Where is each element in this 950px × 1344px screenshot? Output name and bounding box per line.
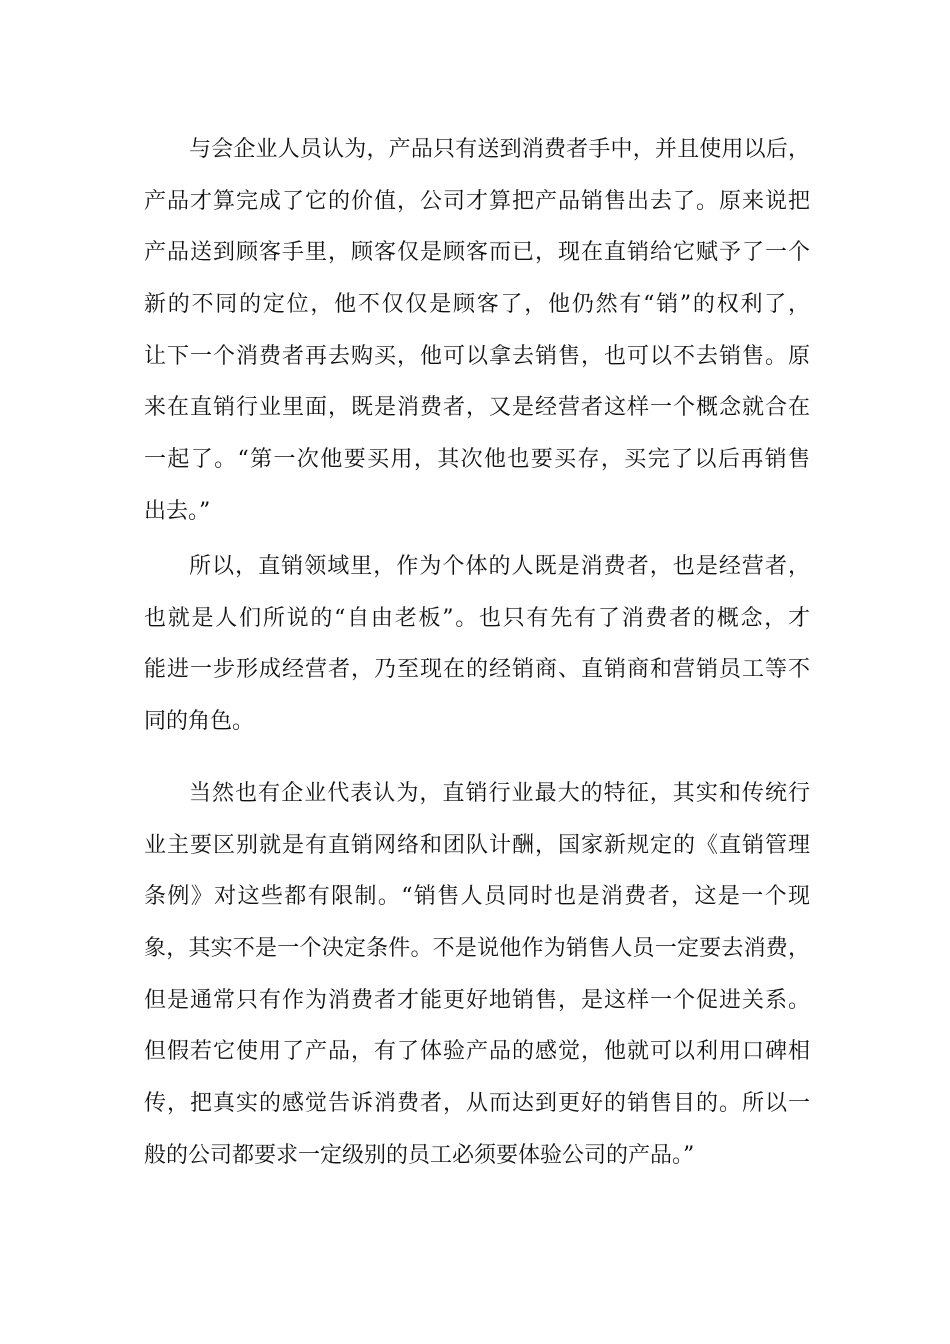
- paragraph-line: 产品送到顾客手里，顾客仅是顾客而已，现在直销给它赋予了一个: [144, 240, 810, 266]
- paragraph-line: 与会企业人员认为，产品只有送到消费者手中，并且使用以后，: [189, 137, 810, 162]
- paragraph-1: [144, 124, 810, 538]
- paragraph-line: 象，其实不是一个决定条件。不是说他作为销售人员一定要去消费，: [144, 936, 810, 962]
- paragraph-line: 一起了。“第一次他要买用，其次他也要买存，买完了以后再销售: [144, 447, 810, 473]
- paragraph-line: 同的角色。: [144, 709, 255, 735]
- paragraph-line: 出去。”: [144, 498, 211, 524]
- paragraph-line: 但假若它使用了产品，有了体验产品的感觉，他就可以利用口碑相: [144, 1039, 810, 1065]
- paragraph-line: 传，把真实的感觉告诉消费者，从而达到更好的销售目的。所以一: [144, 1091, 810, 1117]
- paragraph-line: 所以，直销领域里，作为个体的人既是消费者，也是经营者，: [189, 554, 810, 579]
- paragraph-line: 新的不同的定位，他不仅仅是顾客了，他仍然有“销”的权利了，: [144, 292, 810, 318]
- paragraph-line: 也就是人们所说的“自由老板”。也只有先有了消费者的概念，才: [144, 605, 810, 631]
- paragraph-3: [144, 768, 810, 1182]
- paragraph-line: 当然也有企业代表认为，直销行业最大的特征，其实和传统行: [189, 781, 810, 806]
- paragraph-line: 条例》对这些都有限制。“销售人员同时也是消费者，这是一个现: [144, 884, 810, 910]
- paragraph-line: 但是通常只有作为消费者才能更好地销售，是这样一个促进关系。: [144, 987, 810, 1013]
- paragraph-2: [144, 541, 810, 748]
- paragraph-line: 业主要区别就是有直销网络和团队计酬，国家新规定的《直销管理: [144, 832, 810, 858]
- paragraph-line: 让下一个消费者再去购买，他可以拿去销售，也可以不去销售。原: [144, 343, 810, 369]
- paragraph-line: 来在直销行业里面，既是消费者，又是经营者这样一个概念就合在: [144, 395, 810, 421]
- paragraph-line: 产品才算完成了它的价值，公司才算把产品销售出去了。原来说把: [144, 188, 810, 214]
- paragraph-line: 般的公司都要求一定级别的员工必须要体验公司的产品。”: [144, 1142, 695, 1168]
- paragraph-line: 能进一步形成经营者，乃至现在的经销商、直销商和营销员工等不: [144, 657, 810, 683]
